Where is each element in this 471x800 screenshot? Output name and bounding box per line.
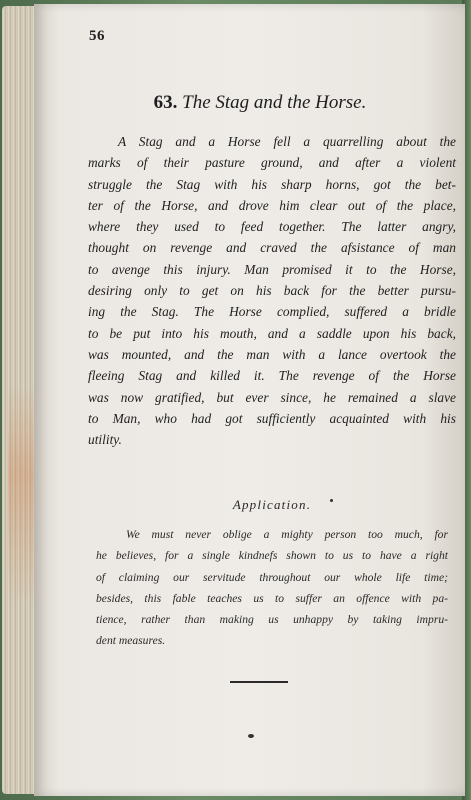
- fable-line: was mounted, and the man with a lance overtook the: [88, 346, 456, 362]
- fable-line: thought on revenge and craved the afsistance of man: [88, 240, 456, 256]
- fable-body: [88, 131, 456, 450]
- fable-line: struggle the Stag with his sharp horns, got the bet-: [88, 176, 456, 192]
- fable-line: ter of the Horse, and drove him clear out of the place,: [88, 197, 456, 213]
- page-edges: [2, 6, 38, 794]
- fable-line: fleeing Stag and killed it. The revenge of the Horse: [88, 368, 456, 384]
- application-body: [96, 524, 448, 652]
- application-line: he believes, for a single kindnefs shown to us to have a right: [96, 549, 448, 563]
- fable-line: to avenge this injury. Man promised it to the Horse,: [88, 261, 456, 277]
- fable-line: to be put into his mouth, and a saddle upon his back,: [88, 325, 456, 341]
- application-line: besides, this fable teaches us to suffer an offence with pa-: [96, 591, 448, 605]
- fable-name: The Stag and the Horse.: [182, 92, 367, 113]
- fable-line: A Stag and a Horse fell a quarrelling about the: [118, 134, 456, 149]
- application-line: We must never oblige a mighty person too much, for: [126, 528, 448, 541]
- end-rule: [230, 681, 288, 683]
- application-line: dent measures.: [96, 634, 166, 648]
- fable-line: to Man, who had got sufficiently acquainted with his: [88, 410, 456, 426]
- fable-line: marks of their pasture ground, and after a violent: [88, 155, 456, 171]
- fable-line: where they used to feed together. The latter angry,: [88, 219, 456, 235]
- application-line: tience, rather than making us unhappy by taking impru-: [96, 613, 448, 627]
- fable-line: utility.: [88, 432, 122, 448]
- fable-line: desiring only to get on his back for the better pursu-: [88, 283, 456, 299]
- application-line: of claiming our servitude throughout our whole life time;: [96, 570, 448, 584]
- fable-line: ing the Stag. The Horse complied, suffered a bridle: [88, 304, 456, 320]
- ink-mark: [248, 734, 254, 738]
- application-heading: Application.: [232, 497, 312, 512]
- fable-title: [60, 92, 460, 114]
- fable-line: was now gratified, but ever since, he remained a slave: [88, 389, 456, 405]
- page-number: 56: [89, 28, 105, 44]
- fable-number: 63.: [153, 92, 178, 113]
